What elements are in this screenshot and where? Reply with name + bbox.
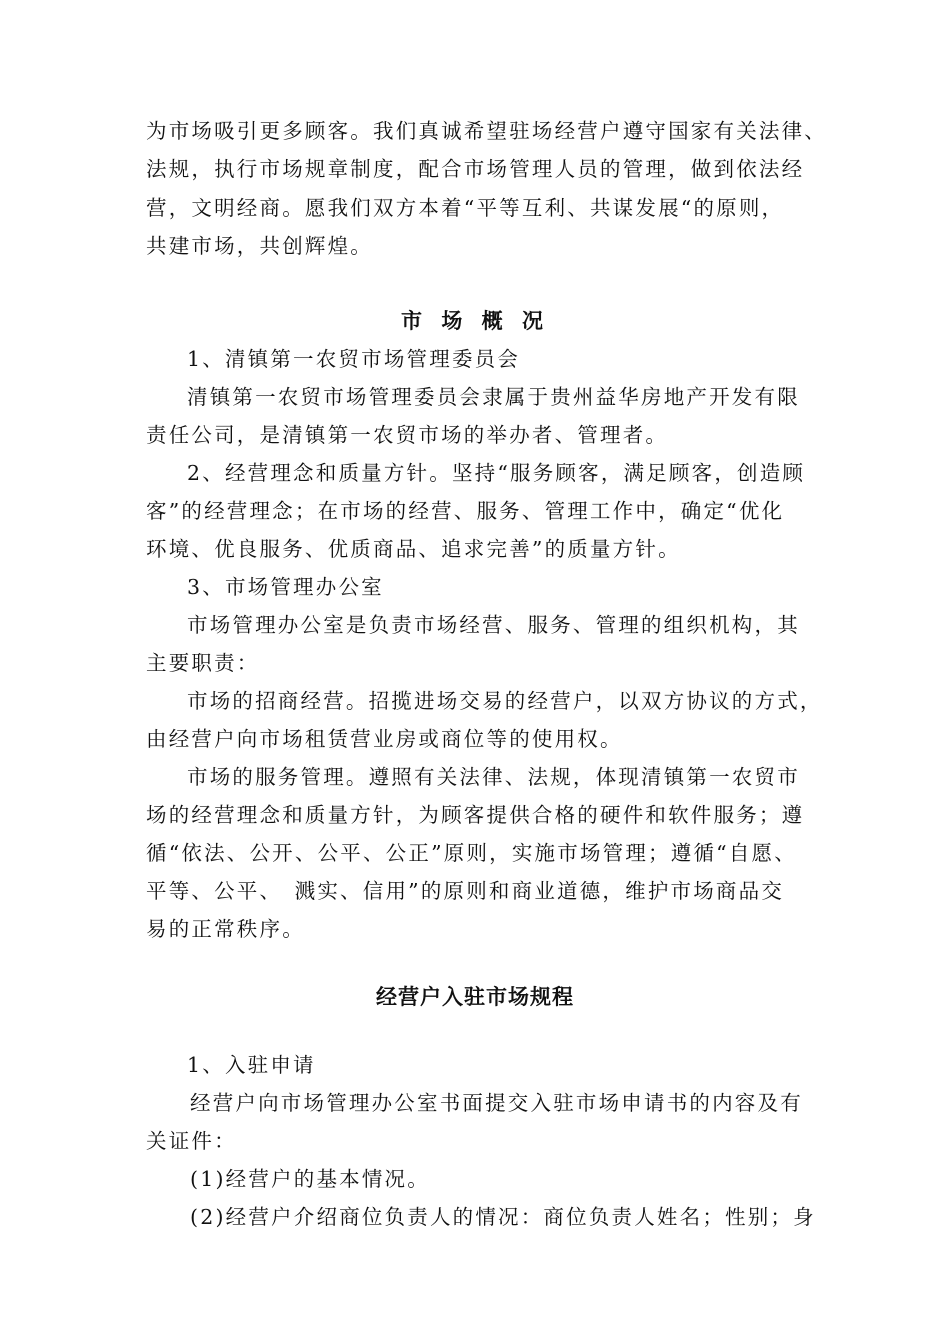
paragraph-line: 1、清镇第一农贸市场管理委员会 [187,347,521,371]
intro-line: 为市场吸引更多顾客。我们真诚希望驻场经营户遵守国家有关法律、 [146,119,827,143]
paragraph-line: (1)经营户的基本情况。 [190,1167,430,1191]
paragraph-line: 平等、公平、 溅实、信用”的原则和商业道德，维护市场商品交 [146,879,785,903]
paragraph-line: 经营户向市场管理办公室书面提交入驻市场申请书的内容及有 [190,1091,803,1115]
paragraph-line: 责任公司，是清镇第一农贸市场的举办者、管理者。 [146,423,669,447]
section-title-market-overview: 市 场 概 况 [401,309,549,333]
paragraph-line: 客”的经营理念；在市场的经营、服务、管理工作中，确定“优化 [146,499,785,523]
paragraph-line: 循“依法、公开、公平、公正”原则，实施市场管理；遵循“自愿、 [146,841,797,865]
intro-line: 营，文明经商。愿我们双方本着“平等互利、共谋发展“的原则， [146,196,785,220]
paragraph-line: 市场管理办公室是负责市场经营、服务、管理的组织机构，其 [187,613,800,637]
paragraph-line: 清镇第一农贸市场管理委员会隶属于贵州益华房地产开发有限 [187,385,800,409]
paragraph-line: 2、经营理念和质量方针。坚持“服务顾客，满足顾客，创造顾 [187,461,806,485]
paragraph-line: 市场的招商经营。招揽进场交易的经营户，以双方协议的方式， [187,689,823,713]
section-title-entry-procedure: 经营户入驻市场规程 [376,985,574,1009]
paragraph-line: 关证件： [146,1129,237,1153]
intro-line: 共建市场，共创辉煌。 [146,234,373,258]
paragraph-line: 3、市场管理办公室 [187,575,384,599]
intro-line: 法规，执行市场规章制度，配合市场管理人员的管理，做到依法经 [146,157,805,181]
paragraph-line: 环境、优良服务、优质商品、追求完善”的质量方针。 [146,537,681,561]
paragraph-line: 由经营户向市场租赁营业房或商位等的使用权。 [146,727,623,751]
paragraph-line: 市场的服务管理。遵照有关法律、法规，体现清镇第一农贸市 [187,765,800,789]
paragraph-line: 易的正常秩序。 [146,917,305,941]
paragraph-line: 主要职责： [146,651,260,675]
paragraph-line: (2)经营户介绍商位负责人的情况：商位负责人姓名；性别；身 [190,1205,816,1229]
paragraph-line: 场的经营理念和质量方针，为顾客提供合格的硬件和软件服务；遵 [146,803,805,827]
paragraph-line: 1、入驻申请 [187,1053,316,1077]
